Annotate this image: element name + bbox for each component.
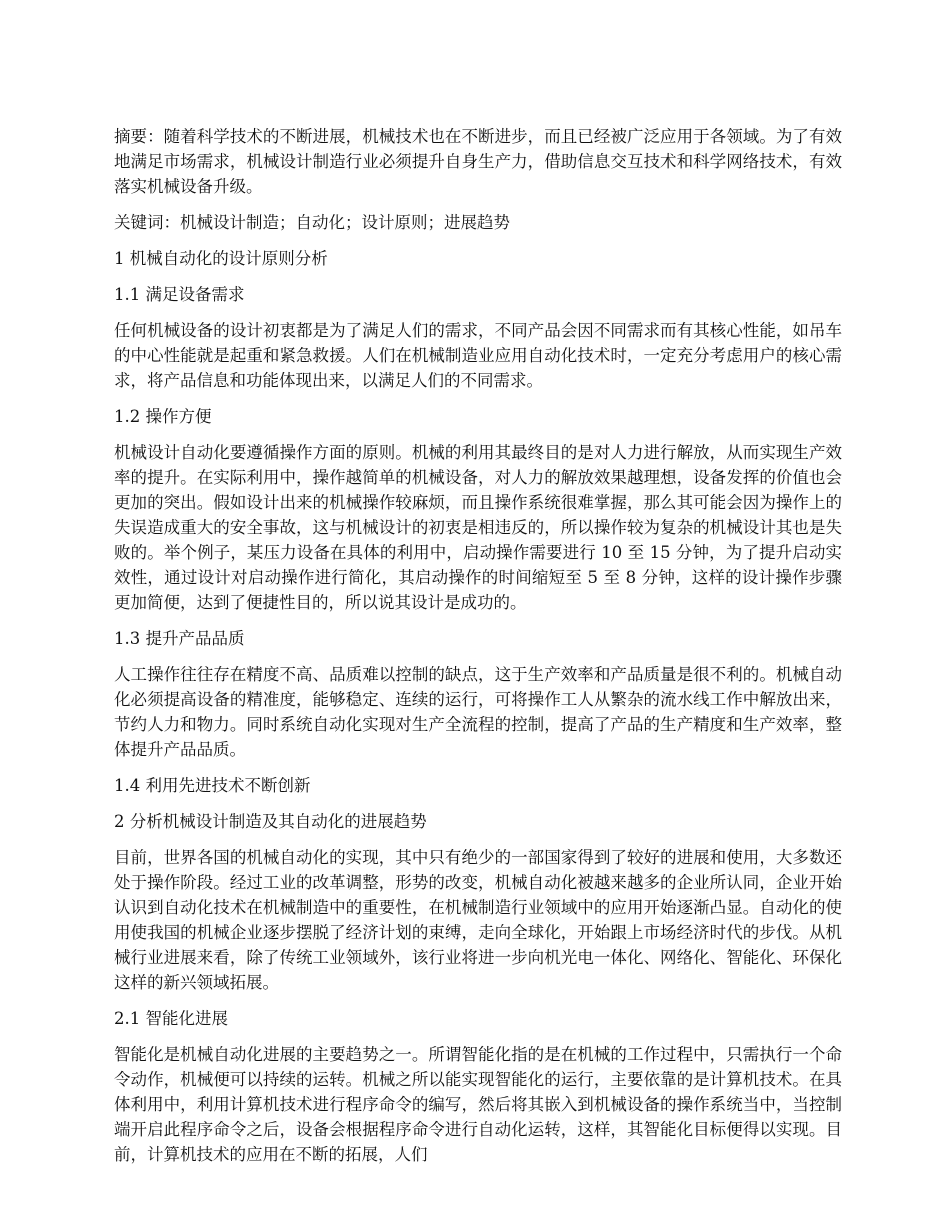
document-page [114,124,842,1178]
section-1-heading: 1 机械自动化的设计原则分析 [114,249,328,268]
section-2-heading: 2 分析机械设计制造及其自动化的进展趋势 [114,812,427,831]
section-1-4-heading: 1.4 利用先进技术不断创新 [114,776,311,795]
section-2-body: 目前，世界各国的机械自动化的实现，其中只有绝少的一部国家得到了较好的进展和使用，大多数还处于操作阶段。经过工业的改革调整，形势的改变，机械自动化被越来越多的企业所认同，企业开始认识到自动化技术在机械制造中的重要性，在机械制造行业领域中的应用开始逐渐凸显。自动化的使用使我国的机械企业逐步摆脱了经济计划的束缚，走向全球化，开始跟上市场经济时代的步伐。从机械行业进展来看，除了传统工业领域外，该行业将进一步向机光电一体化、网络化、智能化、环保化这样的新兴领域拓展。 [114,848,842,992]
section-1-2-heading: 1.2 操作方便 [114,407,212,426]
section-1-1-body: 任何机械设备的设计初衷都是为了满足人们的需求，不同产品会因不同需求而有其核心性能，如吊车的中心性能就是起重和紧急救援。人们在机械制造业应用自动化技术时，一定充分考虑用户的核心需求，将产品信息和功能体现出来，以满足人们的不同需求。 [114,321,842,390]
section-1-3-heading: 1.3 提升产品品质 [114,629,245,648]
section-1-1-heading: 1.1 满足设备需求 [114,285,245,304]
section-2-1-heading: 2.1 智能化进展 [114,1009,228,1028]
abstract-paragraph: 摘要：随着科学技术的不断进展，机械技术也在不断进步，而且已经被广泛应用于各领域。为了有效地满足市场需求，机械设计制造行业必须提升自身生产力，借助信息交互技术和科学网络技术，有效落实机械设备升级。 [114,127,842,196]
section-1-3-body: 人工操作往往存在精度不高、品质难以控制的缺点，这于生产效率和产品质量是很不利的。机械自动化必须提高设备的精准度，能够稳定、连续的运行，可将操作工人从繁杂的流水线工作中解放出来，节约人力和物力。同时系统自动化实现对生产全流程的控制，提高了产品的生产精度和生产效率，整体提升产品品质。 [114,665,842,759]
keywords-line: 关键词：机械设计制造；自动化；设计原则；进展趋势 [114,213,510,232]
section-2-1-body: 智能化是机械自动化进展的主要趋势之一。所谓智能化指的是在机械的工作过程中，只需执行一个命令动作，机械便可以持续的运转。机械之所以能实现智能化的运行，主要依靠的是计算机技术。在具体利用中，利用计算机技术进行程序命令的编写，然后将其嵌入到机械设备的操作系统当中，当控制端开启此程序命令之后，设备会根据程序命令进行自动化运转，这样，其智能化目标便得以实现。目前，计算机技术的应用在不断的拓展，人们 [114,1045,842,1164]
section-1-2-body: 机械设计自动化要遵循操作方面的原则。机械的利用其最终目的是对人力进行解放，从而实现生产效率的提升。在实际利用中，操作越简单的机械设备，对人力的解放效果越理想，设备发挥的价值也会更加的突出。假如设计出来的机械操作较麻烦，而且操作系统很难掌握，那么其可能会因为操作上的失误造成重大的安全事故，这与机械设计的初衷是相违反的，所以操作较为复杂的机械设计其也是失败的。举个例子，某压力设备在具体的利用中，启动操作需要进行 10 至 15 分钟，为了提升启动实效性，通过设计对启动操作进行简化，其启动操作的时间缩短至 5 至 8 分钟，这样的设计操作步骤更加简便，达到了便捷性目的，所以说其设计是成功的。 [114,443,842,612]
